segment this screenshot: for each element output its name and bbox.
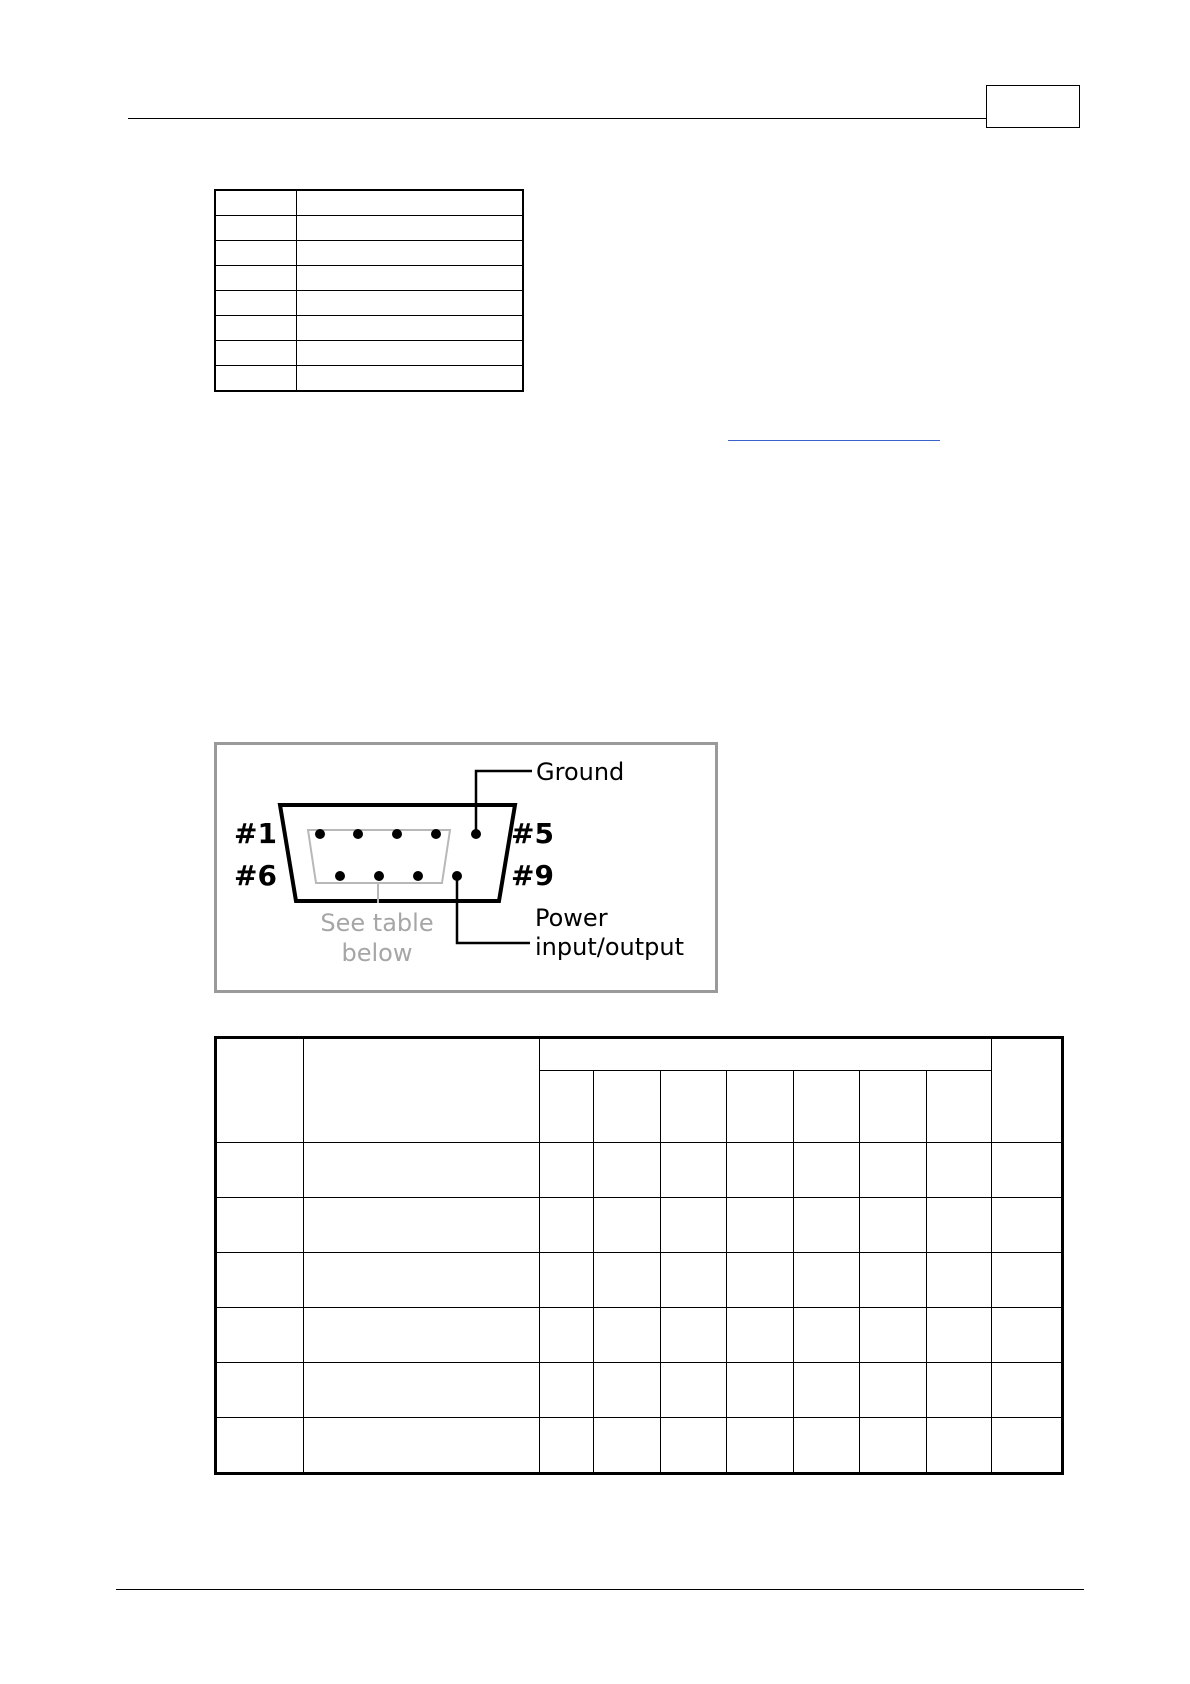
table-cell [794,1143,860,1198]
table-cell [727,1198,794,1253]
table-cell [215,341,296,366]
table-cell [661,1253,727,1308]
table-cell [216,1363,304,1418]
table-cell [296,216,523,241]
pin-6 [335,871,345,881]
table-cell [860,1198,927,1253]
pin-assignment-table [214,1036,1064,1475]
see-table-label-line2: below [341,939,413,967]
table-header-row [216,1038,1063,1071]
subheader-cell [661,1071,727,1143]
table-cell [992,1308,1063,1363]
table-row [215,266,523,291]
see-table-label-line1: See table [320,909,434,937]
table-row [215,190,523,216]
table-cell [661,1418,727,1474]
subheader-cell [927,1071,992,1143]
table-cell [304,1363,540,1418]
table-row [216,1253,1063,1308]
subheader-cell [860,1071,927,1143]
table-cell [304,1418,540,1474]
ground-label: Ground [536,758,625,786]
table-cell [727,1253,794,1308]
table-cell [860,1418,927,1474]
small-table [214,189,524,392]
hyperlink[interactable] [728,440,940,441]
table-cell [215,291,296,316]
table-row [215,216,523,241]
table-cell [794,1253,860,1308]
table-row [215,341,523,366]
header-cell [992,1038,1063,1143]
table-cell [540,1308,594,1363]
table-cell [860,1253,927,1308]
table-cell [727,1308,794,1363]
table-cell [216,1253,304,1308]
table-cell [296,366,523,392]
power-label-line2: input/output [535,933,684,961]
pin-1-label: #1 [234,817,277,850]
table-cell [727,1363,794,1418]
table-cell [296,341,523,366]
table-cell [540,1363,594,1418]
pin-6-label: #6 [234,859,277,892]
pin-7 [374,871,384,881]
table-cell [296,291,523,316]
header-cell [216,1038,304,1143]
pin-8 [413,871,423,881]
table-cell [927,1308,992,1363]
table-cell [661,1363,727,1418]
table-cell [927,1143,992,1198]
table-cell [594,1363,661,1418]
table-cell [992,1418,1063,1474]
connector-figure [214,742,718,993]
table-cell [215,216,296,241]
pin-2 [353,829,363,839]
header-group-cell [540,1038,992,1071]
subheader-cell [594,1071,661,1143]
subheader-cell [727,1071,794,1143]
table-cell [992,1198,1063,1253]
table-cell [215,190,296,216]
table-cell [661,1143,727,1198]
table-row [215,366,523,392]
page-number-box [986,85,1080,128]
table-cell [304,1143,540,1198]
table-cell [216,1143,304,1198]
table-cell [594,1198,661,1253]
table-cell [215,316,296,341]
table-cell [296,316,523,341]
header-rule [128,118,986,119]
pin-3 [392,829,402,839]
connector-shell [280,805,515,901]
header-cell [304,1038,540,1143]
table-cell [540,1253,594,1308]
table-row [215,241,523,266]
table-row [216,1418,1063,1474]
table-cell [727,1418,794,1474]
table-row [215,316,523,341]
table-cell [594,1308,661,1363]
table-cell [860,1308,927,1363]
table-cell [992,1363,1063,1418]
table-cell [860,1363,927,1418]
subheader-cell [540,1071,594,1143]
table-cell [860,1143,927,1198]
table-cell [540,1418,594,1474]
table-cell [304,1198,540,1253]
table-cell [304,1253,540,1308]
table-cell [594,1253,661,1308]
table-cell [296,266,523,291]
pin-5-label: #5 [511,817,554,850]
table-cell [661,1198,727,1253]
table-cell [296,241,523,266]
table-cell [594,1418,661,1474]
table-row [216,1308,1063,1363]
table-cell [215,366,296,392]
table-cell [296,190,523,216]
table-cell [794,1418,860,1474]
table-cell [216,1418,304,1474]
pin-1 [315,829,325,839]
table-cell [927,1418,992,1474]
footer-rule [116,1589,1084,1590]
table-cell [727,1143,794,1198]
table-cell [927,1198,992,1253]
table-row [215,291,523,316]
table-cell [927,1253,992,1308]
table-cell [215,241,296,266]
table-cell [992,1253,1063,1308]
power-label-line1: Power [535,904,608,932]
table-cell [216,1308,304,1363]
table-cell [794,1363,860,1418]
table-cell [304,1308,540,1363]
table-cell [794,1308,860,1363]
table-cell [540,1198,594,1253]
pin-9-label: #9 [511,859,554,892]
table-cell [661,1308,727,1363]
pin-4 [431,829,441,839]
table-cell [594,1143,661,1198]
table-cell [215,266,296,291]
table-cell [927,1363,992,1418]
table-cell [794,1198,860,1253]
subheader-cell [794,1071,860,1143]
table-cell [216,1198,304,1253]
table-row [216,1143,1063,1198]
db9-connector-diagram [217,745,715,990]
table-cell [992,1143,1063,1198]
table-row [216,1363,1063,1418]
table-row [216,1198,1063,1253]
table-cell [540,1143,594,1198]
